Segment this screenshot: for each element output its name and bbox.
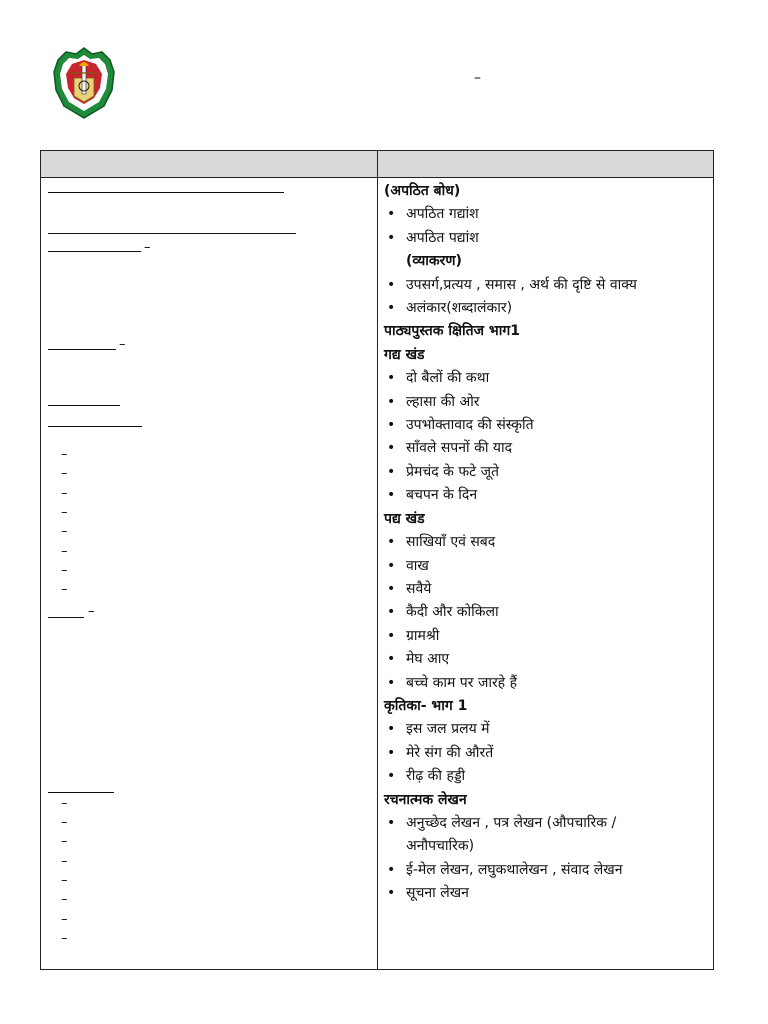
dash-mark: – bbox=[61, 834, 68, 849]
list-item: • साँवले सपनों की याद bbox=[384, 437, 704, 460]
section-heading: रचनात्मक लेखन bbox=[384, 791, 467, 808]
school-logo bbox=[52, 46, 116, 120]
section-list bbox=[384, 531, 704, 695]
list-item: • ई-मेल लेखन, लघुकथालेखन , संवाद लेखन bbox=[384, 859, 704, 882]
dash-mark: – bbox=[61, 505, 68, 520]
dash-mark: – bbox=[61, 524, 68, 539]
list-item: • मेरे संग की औरतें bbox=[384, 742, 704, 765]
list-item: • दो बैलों की कथा bbox=[384, 367, 704, 390]
section-heading: पाठ्यपुस्तक क्षितिज भाग1 bbox=[384, 323, 521, 340]
dash-mark: – bbox=[61, 486, 68, 501]
list-item: • मेघ आए bbox=[384, 648, 704, 671]
dash-mark: – bbox=[61, 544, 68, 559]
dash-mark: – bbox=[144, 240, 151, 255]
underline-rule bbox=[48, 192, 284, 193]
underline-rule bbox=[48, 617, 84, 618]
list-item: • अनुच्छेद लेखन , पत्र लेखन (औपचारिक / अनौपचारिक) bbox=[384, 812, 704, 859]
section-list bbox=[384, 812, 704, 906]
crest-icon bbox=[52, 46, 116, 120]
section-list bbox=[384, 274, 704, 321]
dash-mark: – bbox=[61, 563, 68, 578]
list-item: • अलंकार(शब्दालंकार) bbox=[384, 297, 704, 320]
section-list bbox=[384, 203, 704, 250]
underline-rule bbox=[48, 792, 114, 793]
dash-mark: – bbox=[61, 815, 68, 830]
dash-mark: – bbox=[61, 931, 68, 946]
column-divider bbox=[377, 151, 378, 969]
section-heading: कृतिका- भाग 1 bbox=[384, 697, 468, 714]
underline-rule bbox=[48, 405, 120, 406]
section-heading: पद्य खंड bbox=[384, 510, 425, 527]
dash-mark: – bbox=[119, 337, 126, 352]
dash-mark: – bbox=[61, 912, 68, 927]
dash-mark: – bbox=[61, 873, 68, 888]
dash-mark: – bbox=[61, 466, 68, 481]
list-item: • साखियाँ एवं सबद bbox=[384, 531, 704, 554]
list-item: • कैदी और कोकिला bbox=[384, 601, 704, 624]
dash-mark: – bbox=[61, 854, 68, 869]
list-item: • बचपन के दिन bbox=[384, 484, 704, 507]
list-item: • प्रेमचंद के फटे जूते bbox=[384, 461, 704, 484]
left-column bbox=[41, 178, 377, 969]
section-list bbox=[384, 718, 704, 788]
list-item: • अपठित पद्यांश bbox=[384, 227, 704, 250]
list-item: • उपभोक्तावाद की संस्कृति bbox=[384, 414, 704, 437]
section-heading: (अपठित बोध) bbox=[384, 183, 461, 199]
dash-mark: – bbox=[61, 892, 68, 907]
underline-rule bbox=[48, 251, 141, 252]
list-item: • इस जल प्रलय में bbox=[384, 718, 704, 741]
section-heading: (व्याकरण) bbox=[406, 253, 462, 270]
dash-mark: – bbox=[61, 582, 68, 597]
syllabus-contents bbox=[384, 180, 704, 906]
underline-rule bbox=[48, 426, 142, 427]
underline-rule bbox=[48, 233, 296, 234]
header-dash: – bbox=[474, 70, 481, 86]
section-list bbox=[384, 367, 704, 507]
list-item: • बच्चे काम पर जारहे हैं bbox=[384, 672, 704, 695]
list-item: • ग्रामश्री bbox=[384, 625, 704, 648]
section-heading: गद्य खंड bbox=[384, 346, 425, 363]
list-item: • ल्हासा की ओर bbox=[384, 391, 704, 414]
dash-mark: – bbox=[61, 796, 68, 811]
list-item: • सूचना लेखन bbox=[384, 882, 704, 905]
list-item: • वाख bbox=[384, 555, 704, 578]
dash-mark: – bbox=[61, 447, 68, 462]
list-item: • रीढ़ की हड्डी bbox=[384, 765, 704, 788]
list-item: • उपसर्ग,प्रत्यय , समास , अर्थ की दृष्टि से वाक्य bbox=[384, 274, 704, 297]
list-item: • सवैये bbox=[384, 578, 704, 601]
underline-rule bbox=[48, 349, 116, 350]
dash-mark: – bbox=[88, 604, 95, 619]
syllabus-table bbox=[40, 150, 714, 970]
list-item: • अपठित गद्यांश bbox=[384, 203, 704, 226]
